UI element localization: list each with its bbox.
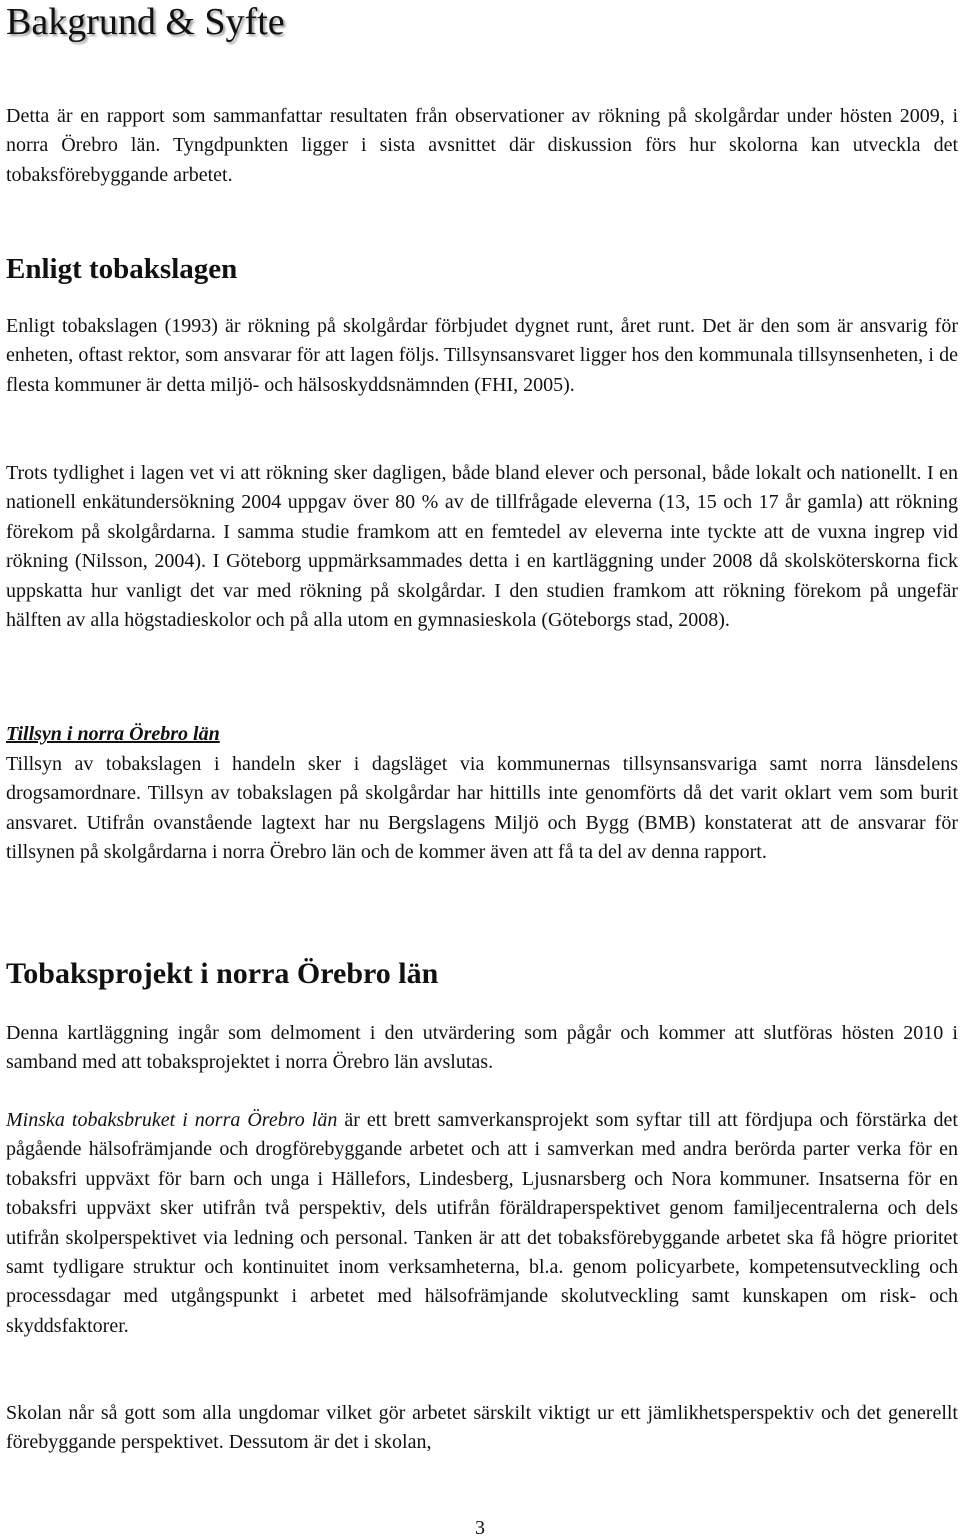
page-title: Bakgrund & Syfte bbox=[6, 1, 285, 43]
intro-paragraph: Detta är en rapport som sammanfattar resultaten från observationer av rökning på skolgårdar under hösten 2009, i norra Örebro län. Tyngdpunkten ligger i sista avsnittet där diskussion förs hur skolorna kan utveckla det tobaksförebyggande arbetet. bbox=[6, 105, 958, 186]
project-name: Minska tobaksbruket i norra Örebro län bbox=[6, 1109, 338, 1131]
page-number: 3 bbox=[475, 1517, 485, 1539]
tobakslagen-paragraph-1: Enligt tobakslagen (1993) är rökning på skolgårdar förbjudet dygnet runt, året runt. Det är den som är ansvarig för enheten, oftast rektor, som ansvarar för att lagen följs. Tillsynsansvaret ligger hos den kommunala tillsynsenheten, i de flesta kommuner är detta miljö- och hälsoskyddsnämnden (FHI, 2005). bbox=[6, 315, 958, 396]
tobakslagen-paragraph-2: Trots tydlighet i lagen vet vi att rökning sker dagligen, både bland elever och personal, både lokalt och nationellt. I en nationell enkätundersökning 2004 uppgav över 80 % av de tillfrågade eleverna (13, 15 och 17 år gamla) att rökning förekom på skolgårdarna. I samma studie framkom att en femtedel av eleverna inte tyckte att de vuxna ingrep vid rökning (Nilsson, 2004). I Göteborg uppmärksammades detta i en kartläggning under 2008 då skolsköterskorna fick uppskatta hur vanligt det var med rökning på skolgårdar. I den studien framkom att rökning förekom på ungefär hälften av alla högstadieskolor och på alla utom en gymnasieskola (Göteborgs stad, 2008). bbox=[6, 462, 958, 632]
project-description: är ett brett samverkansprojekt som syftar till att fördjupa och förstärka det pågående hälsofrämjande och drogförebyggande arbetet och att i samverkan med andra berörda parter verka för en tobaksfri uppväxt för barn och unga i Hällefors, Lindesberg, Ljusnarsberg och Nora kommuner. Insatserna för en tobaksfri uppväxt sker utifrån två perspektiv, dels utifrån föräldraperspektivet genom familjecentralerna och dels utifrån skolperspektivet via ledning och personal. Tanken är att det tobaksförebyggande arbetet ska få högre prioritet samt tydligare struktur och kontinuitet inom verksamheterna, bl.a. genom policyarbete, kompetensutveckling och processdagar med utgångspunkt i arbetet med hälsofrämjande skolutveckling samt kunskapen om risk- och skyddsfaktorer. bbox=[6, 1109, 958, 1337]
section-heading-tobaksprojekt: Tobaksprojekt i norra Örebro län bbox=[6, 957, 439, 990]
tobaksprojekt-paragraph-2 bbox=[6, 1106, 958, 1341]
subsection-heading-tillsyn: Tillsyn i norra Örebro län bbox=[6, 723, 220, 745]
section-heading-tobakslagen: Enligt tobakslagen bbox=[6, 253, 238, 285]
tillsyn-paragraph: Tillsyn av tobakslagen i handeln sker i dagsläget via kommunernas tillsynsansvariga samt norra länsdelens drogsamordnare. Tillsyn av tobakslagen på skolgårdar har hittills inte genomförts då det varit oklart vem som burit ansvaret. Utifrån ovanstående lagtext har nu Bergslagens Miljö och Bygg (BMB) konstaterat att de ansvarar för tillsynen på skolgårdarna i norra Örebro län och de kommer även att få ta del av denna rapport. bbox=[6, 753, 958, 864]
tobaksprojekt-paragraph-3: Skolan når så gott som alla ungdomar vilket gör arbetet särskilt viktigt ur ett jämlikhetsperspektiv och det generellt förebyggande perspektivet. Dessutom är det i skolan, bbox=[6, 1402, 958, 1454]
tobaksprojekt-paragraph-1: Denna kartläggning ingår som delmoment i den utvärdering som pågår och kommer att slutföras hösten 2010 i samband med att tobaksprojektet i norra Örebro län avslutas. bbox=[6, 1022, 958, 1074]
